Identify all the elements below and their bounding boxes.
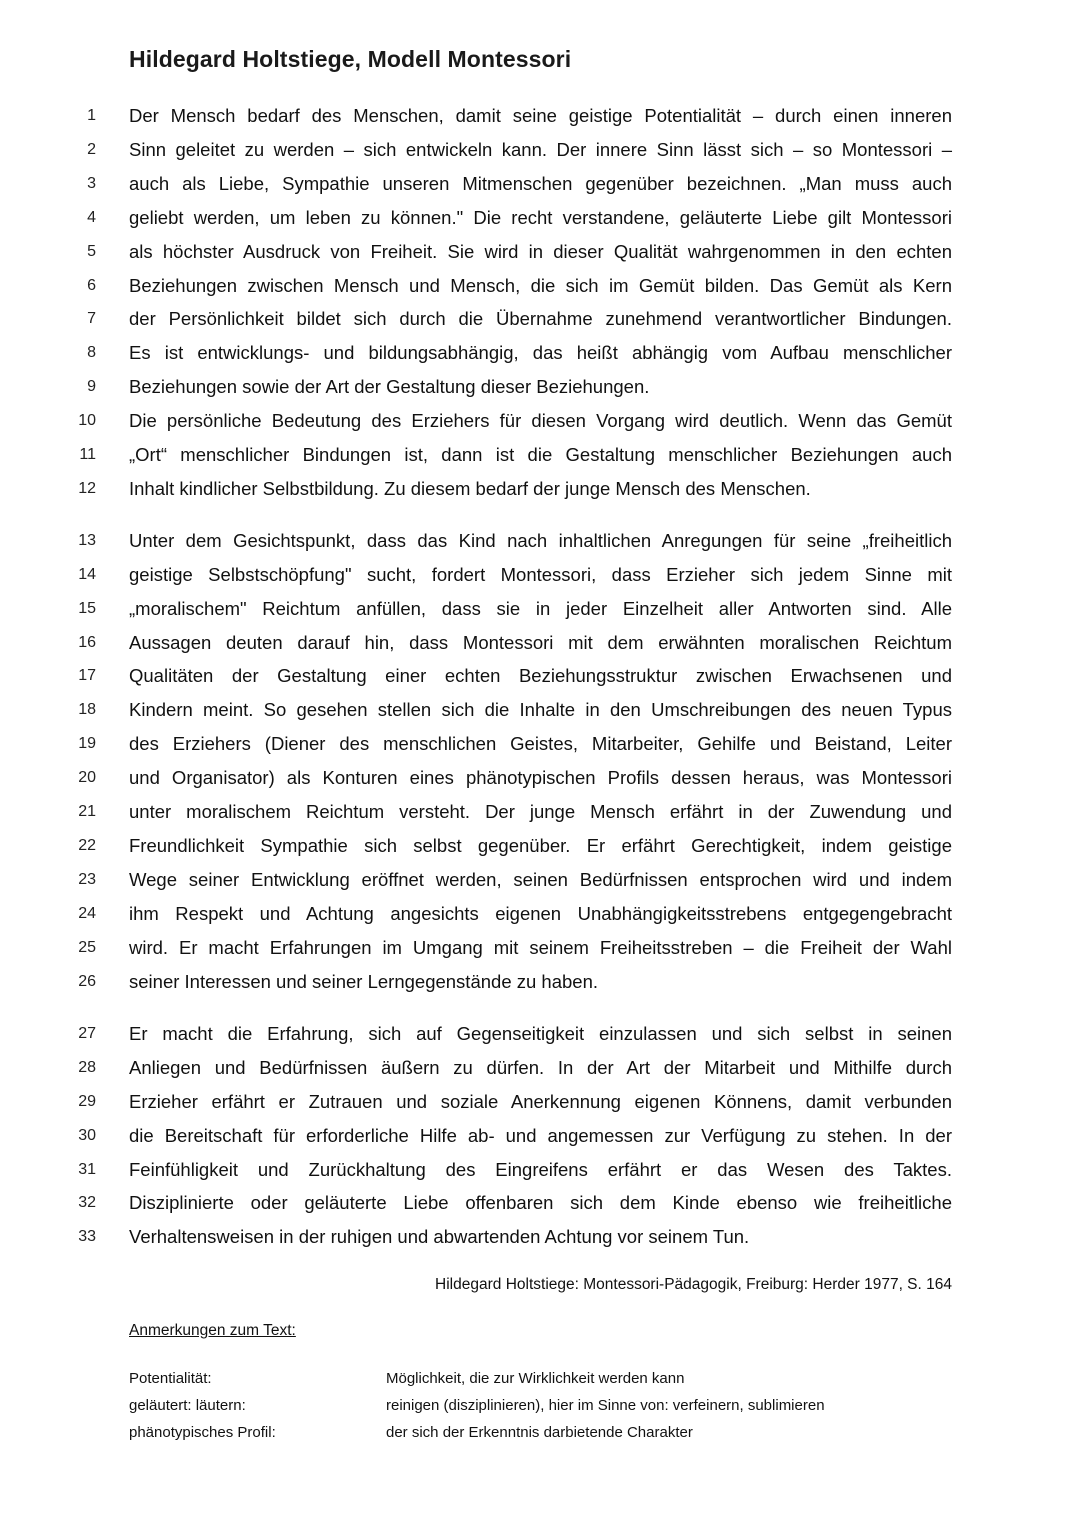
text-line: geliebt werden, um leben zu können." Die recht verstandene, geläuterte Liebe gilt Montessori xyxy=(129,206,952,228)
line-number: 27 xyxy=(78,1024,96,1042)
line-number: 22 xyxy=(78,836,96,854)
line-number: 20 xyxy=(78,769,96,787)
line-number: 21 xyxy=(78,803,96,820)
text-line: ihm Respekt und Achtung angesichts eigenen Unabhängigkeitsstrebens entgegengebracht xyxy=(129,902,952,924)
note-term: phänotypisches Profil: xyxy=(129,1424,276,1441)
text-line: Beziehungen sowie der Art der Gestaltung dieser Beziehungen. xyxy=(129,376,650,398)
text-line: des Erziehers (Diener des menschlichen Geistes, Mitarbeiter, Gehilfe und Beistand, Leiter xyxy=(129,733,952,755)
note-definition: der sich der Erkenntnis darbietende Charakter xyxy=(386,1424,693,1441)
note-definition: Möglichkeit, die zur Wirklichkeit werden kann xyxy=(386,1370,685,1387)
text-line: Aussagen deuten darauf hin, dass Montessori mit dem erwähnten moralischen Reichtum xyxy=(129,631,952,653)
line-number: 33 xyxy=(78,1228,96,1246)
text-line: geistige Selbstschöpfung" sucht, fordert Montessori, dass Erzieher sich jedem Sinne mit xyxy=(129,563,952,585)
text-line: die Bereitschaft für erforderliche Hilfe ab- und angemessen zur Verfügung zu stehen. In der xyxy=(129,1124,952,1146)
line-number: 18 xyxy=(78,701,96,719)
line-number: 13 xyxy=(78,531,96,549)
line-number: 26 xyxy=(78,972,96,990)
text-line: als höchster Ausdruck von Freiheit. Sie wird in dieser Qualität wahrgenommen in den echten xyxy=(129,240,952,262)
text-line: der Persönlichkeit bildet sich durch die Übernahme zunehmend verantwortlicher Bindungen. xyxy=(129,308,952,330)
text-line: Disziplinierte oder geläuterte Liebe offenbaren sich dem Kinde ebenso wie freiheitliche xyxy=(129,1192,952,1214)
line-number: 16 xyxy=(78,633,96,651)
line-number: 4 xyxy=(87,208,96,226)
text-line: Verhaltensweisen in der ruhigen und abwartenden Achtung vor seinem Tun. xyxy=(129,1226,750,1248)
line-number: 30 xyxy=(78,1126,96,1144)
text-line: Inhalt kindlicher Selbstbildung. Zu diesem bedarf der junge Mensch des Menschen. xyxy=(129,477,811,499)
line-number: 15 xyxy=(78,599,96,617)
line-number: 19 xyxy=(78,735,96,753)
line-number: 32 xyxy=(78,1194,96,1212)
text-line: Kindern meint. So gesehen stellen sich die Inhalte in den Umschreibungen des neuen Typus xyxy=(129,699,952,721)
line-number: 7 xyxy=(87,310,96,328)
line-number: 28 xyxy=(78,1058,96,1076)
line-number: 11 xyxy=(79,446,96,463)
line-number: 9 xyxy=(87,378,96,396)
line-number: 5 xyxy=(87,242,96,260)
text-line: Feinfühligkeit und Zurückhaltung des Eingreifens erfährt er das Wesen des Taktes. xyxy=(129,1158,952,1180)
text-line: Sinn geleitet zu werden – sich entwickeln kann. Der innere Sinn lässt sich – so Montessori – xyxy=(129,138,952,160)
line-number: 6 xyxy=(87,276,96,294)
text-line: Erzieher erfährt er Zutrauen und soziale Anerkennung eigenen Könnens, damit verbunden xyxy=(129,1090,952,1112)
text-line: Freundlichkeit Sympathie sich selbst gegenüber. Er erfährt Gerechtigkeit, indem geistige xyxy=(129,834,952,856)
notes-heading: Anmerkungen zum Text: xyxy=(129,1322,296,1339)
note-term: geläutert: läutern: xyxy=(129,1397,246,1414)
note-term: Potentialität: xyxy=(129,1370,212,1387)
text-line: Anliegen und Bedürfnissen äußern zu dürfen. In der Art der Mitarbeit und Mithilfe durch xyxy=(129,1056,952,1078)
line-number: 14 xyxy=(78,565,96,583)
line-number: 12 xyxy=(78,479,96,497)
document-title: Hildegard Holtstiege, Modell Montessori xyxy=(129,46,572,72)
text-line: Wege seiner Entwicklung eröffnet werden, seinen Bedürfnissen entsprochen wird und indem xyxy=(129,868,952,890)
line-number: 8 xyxy=(87,344,96,362)
text-line: Beziehungen zwischen Mensch und Mensch, die sich im Gemüt bilden. Das Gemüt als Kern xyxy=(129,274,952,296)
line-number: 31 xyxy=(78,1160,96,1178)
text-line: Es ist entwicklungs- und bildungsabhängig, das heißt abhängig vom Aufbau menschlicher xyxy=(129,342,952,364)
line-number: 25 xyxy=(78,938,96,956)
line-number: 2 xyxy=(87,140,96,158)
text-line: „moralischem" Reichtum anfüllen, dass sie in jeder Einzelheit aller Antworten sind. Alle xyxy=(129,597,952,619)
line-number: 29 xyxy=(78,1092,96,1110)
text-line: Qualitäten der Gestaltung einer echten Beziehungsstruktur zwischen Erwachsenen und xyxy=(129,665,952,687)
text-line: Unter dem Gesichtspunkt, dass das Kind nach inhaltlichen Anregungen für seine „freiheitlich xyxy=(129,529,952,551)
line-number: 3 xyxy=(87,174,96,192)
text-line: „Ort“ menschlicher Bindungen ist, dann ist die Gestaltung menschlicher Beziehungen auch xyxy=(129,444,952,465)
text-line: seiner Interessen und seiner Lerngegenstände zu haben. xyxy=(129,970,599,992)
line-number: 1 xyxy=(87,107,96,124)
text-line: auch als Liebe, Sympathie unseren Mitmenschen gegenüber bezeichnen. „Man muss auch xyxy=(129,172,952,194)
note-definition: reinigen (disziplinieren), hier im Sinne von: verfeinern, sublimieren xyxy=(386,1397,825,1414)
text-line: Die persönliche Bedeutung des Erziehers für diesen Vorgang wird deutlich. Wenn das Gemüt xyxy=(129,410,952,432)
line-number: 24 xyxy=(78,904,96,922)
text-line: unter moralischem Reichtum versteht. Der junge Mensch erfährt in der Zuwendung und xyxy=(129,801,952,822)
source-citation: Hildegard Holtstiege: Montessori-Pädagogik, Freiburg: Herder 1977, S. 164 xyxy=(435,1276,952,1293)
line-number: 17 xyxy=(78,667,96,685)
text-line: und Organisator) als Konturen eines phänotypischen Profils dessen heraus, was Montessori xyxy=(129,767,952,789)
line-number: 10 xyxy=(78,412,96,430)
text-line: wird. Er macht Erfahrungen im Umgang mit seinem Freiheitsstreben – die Freiheit der Wahl xyxy=(129,936,952,958)
line-number: 23 xyxy=(78,870,96,888)
text-line: Er macht die Erfahrung, sich auf Gegenseitigkeit einzulassen und sich selbst in seinen xyxy=(129,1022,952,1044)
text-line: Der Mensch bedarf des Menschen, damit seine geistige Potentialität – durch einen inneren xyxy=(129,105,952,126)
